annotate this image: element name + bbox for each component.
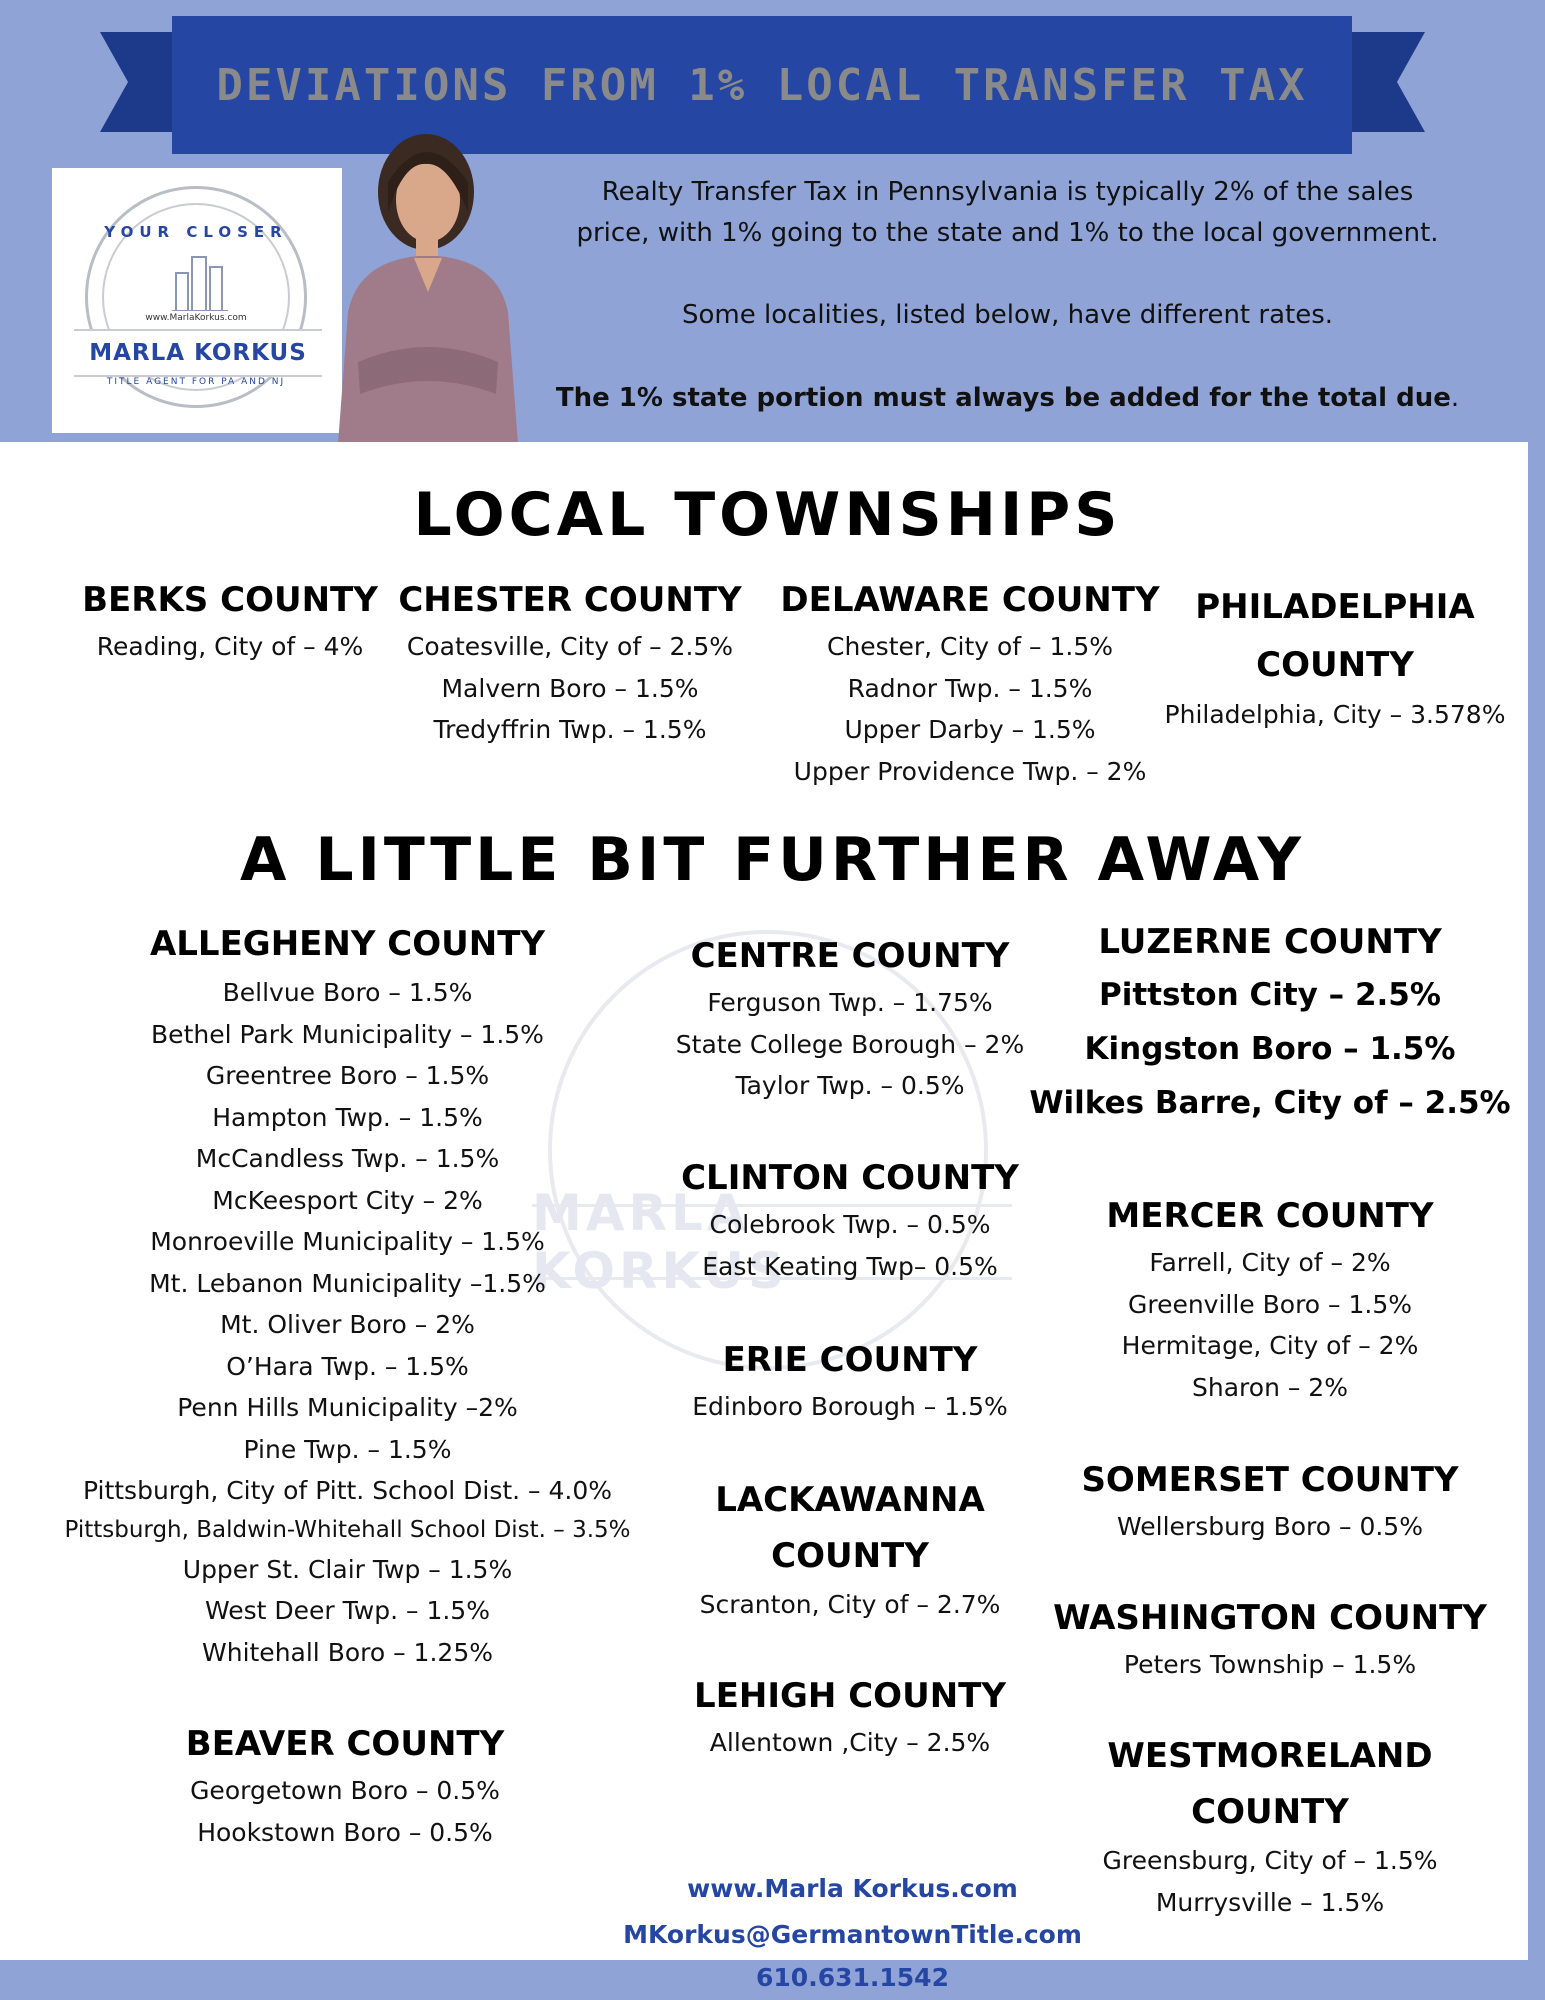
county-entry: Colebrook Twp. – 0.5% xyxy=(709,1210,991,1239)
county-luzerne xyxy=(1020,916,1520,1130)
county-entry: McCandless Twp. – 1.5% xyxy=(195,1144,500,1173)
county-name: CLINTON COUNTY xyxy=(681,1158,1019,1198)
county-name-line-1: LACKAWANNA xyxy=(715,1480,985,1520)
county-name-line-1: WESTMORELAND xyxy=(1107,1736,1433,1776)
county-entry: Radnor Twp. – 1.5% xyxy=(847,673,1093,703)
county-entry: Upper Providence Twp. – 2% xyxy=(793,756,1147,786)
county-allegheny xyxy=(40,918,655,1673)
county-clinton xyxy=(650,1152,1050,1287)
county-centre xyxy=(650,930,1050,1107)
buildings-icon xyxy=(172,251,228,311)
county-erie xyxy=(650,1334,1050,1428)
county-entry: Ferguson Twp. – 1.75% xyxy=(707,988,993,1017)
intro-text xyxy=(520,172,1495,419)
county-somerset xyxy=(1020,1454,1520,1548)
county-mercer xyxy=(1020,1190,1520,1408)
county-washington xyxy=(1020,1592,1520,1686)
county-entry: West Deer Twp. – 1.5% xyxy=(205,1596,490,1625)
county-entry: Tredyffrin Twp. – 1.5% xyxy=(433,715,707,744)
county-entry: Peters Township – 1.5% xyxy=(1123,1650,1417,1679)
county-name-line-2: COUNTY xyxy=(1191,1792,1349,1832)
county-entry: State College Borough – 2% xyxy=(675,1029,1025,1059)
county-entry: Whitehall Boro – 1.25% xyxy=(202,1637,493,1667)
logo-ring xyxy=(85,186,307,408)
county-entry: Reading, City of – 4% xyxy=(96,632,364,661)
county-entry: Farrell, City of – 2% xyxy=(1149,1248,1391,1277)
county-name: WASHINGTON COUNTY xyxy=(1053,1598,1487,1638)
county-entry: Wilkes Barre, City of – 2.5% xyxy=(1029,1085,1511,1121)
county-berks xyxy=(70,574,390,668)
county-name: SOMERSET COUNTY xyxy=(1081,1460,1459,1500)
county-entry: Bellvue Boro – 1.5% xyxy=(222,978,473,1007)
heading-further-away: A LITTLE BIT FURTHER AWAY xyxy=(240,825,1305,895)
county-name: DELAWARE COUNTY xyxy=(780,580,1160,620)
county-chester xyxy=(390,574,750,751)
logo-name: MARLA KORKUS xyxy=(74,329,322,377)
county-entry: Allentown ,City – 2.5% xyxy=(709,1728,991,1757)
county-name: MERCER COUNTY xyxy=(1106,1196,1434,1236)
county-lackawanna xyxy=(650,1472,1050,1626)
intro-note-text: The 1% state portion must always be added for the total due xyxy=(555,383,1451,413)
county-entry: Philadelphia, City – 3.578% xyxy=(1164,700,1506,729)
logo-badge xyxy=(52,168,342,433)
county-name: ALLEGHENY COUNTY xyxy=(149,924,546,964)
agent-portrait xyxy=(318,122,528,444)
county-entry: Upper Darby – 1.5% xyxy=(844,715,1096,744)
county-entry: Scranton, City of – 2.7% xyxy=(699,1590,1001,1619)
county-name: BERKS COUNTY xyxy=(82,580,378,620)
county-entry: Hookstown Boro – 0.5% xyxy=(197,1817,493,1847)
county-delaware xyxy=(770,574,1170,792)
county-name: LUZERNE COUNTY xyxy=(1098,922,1442,962)
county-entry: McKeesport City – 2% xyxy=(212,1185,483,1215)
logo-url: www.MarlaKorkus.com xyxy=(145,313,247,323)
county-entry: Chester, City of – 1.5% xyxy=(826,632,1113,661)
county-entry: Edinboro Borough – 1.5% xyxy=(692,1392,1008,1421)
county-entry: Murrysville – 1.5% xyxy=(1155,1887,1385,1917)
county-entry: Mt. Lebanon Municipality –1.5% xyxy=(149,1268,546,1298)
county-entry: Greentree Boro – 1.5% xyxy=(205,1061,490,1090)
county-beaver xyxy=(100,1718,590,1853)
county-entry: Sharon – 2% xyxy=(1192,1372,1348,1402)
county-entry: Pittston City – 2.5% xyxy=(1099,977,1441,1013)
county-entry: Kingston Boro – 1.5% xyxy=(1084,1031,1456,1067)
county-philadelphia xyxy=(1150,578,1520,736)
county-entry: Bethel Park Municipality – 1.5% xyxy=(151,1019,544,1049)
county-name-line-2: COUNTY xyxy=(771,1536,929,1576)
banner-ribbon-left xyxy=(100,32,180,132)
county-entry: Upper St. Clair Twp – 1.5% xyxy=(182,1554,513,1584)
county-name-line-1: PHILADELPHIA xyxy=(1195,587,1475,627)
intro-note-end: . xyxy=(1450,383,1460,413)
county-entry: Monroeville Municipality – 1.5% xyxy=(150,1227,545,1256)
county-entry: Pittsburgh, Baldwin-Whitehall School Dist. – 3.5% xyxy=(64,1516,631,1543)
county-entry: Coatesville, City of – 2.5% xyxy=(406,632,734,661)
county-entry: Pittsburgh, City of Pitt. School Dist. – 4.0% xyxy=(82,1476,613,1505)
heading-local-townships: LOCAL TOWNSHIPS xyxy=(413,480,1122,550)
footer-phone: 610.631.1542 xyxy=(756,1963,949,1992)
county-entry: Taylor Twp. – 0.5% xyxy=(735,1071,965,1100)
page-title: DEVIATIONS FROM 1% LOCAL TRANSFER TAX xyxy=(216,59,1308,111)
county-name: LEHIGH COUNTY xyxy=(694,1676,1006,1716)
footer-website[interactable]: www.Marla Korkus.com xyxy=(687,1874,1018,1903)
intro-line-2: price, with 1% going to the state and 1% to the local government. xyxy=(576,218,1439,248)
county-name: BEAVER COUNTY xyxy=(185,1724,505,1764)
logo-subtitle: TITLE AGENT FOR PA AND NJ xyxy=(106,377,286,387)
watermark-text: MARLA KORKUS xyxy=(532,1204,1012,1280)
county-entry: Hermitage, City of – 2% xyxy=(1121,1331,1419,1360)
county-entry: Greensburg, City of – 1.5% xyxy=(1102,1846,1438,1875)
logo-tagline: YOUR CLOSER xyxy=(104,223,288,241)
county-entry: Malvern Boro – 1.5% xyxy=(441,673,699,703)
footer-email[interactable]: MKorkus@GermantownTitle.com xyxy=(623,1920,1082,1949)
county-name: ERIE COUNTY xyxy=(722,1340,978,1380)
county-entry: Hampton Twp. – 1.5% xyxy=(212,1102,483,1132)
intro-line-3: Some localities, listed below, have different rates. xyxy=(681,300,1334,330)
banner-ribbon-right xyxy=(1345,32,1425,132)
county-entry: Greenville Boro – 1.5% xyxy=(1127,1289,1413,1319)
county-name: CHESTER COUNTY xyxy=(398,580,742,620)
county-entry: East Keating Twp– 0.5% xyxy=(702,1251,998,1281)
county-entry: Penn Hills Municipality –2% xyxy=(177,1393,518,1422)
county-entry: Pine Twp. – 1.5% xyxy=(243,1434,452,1464)
county-name-line-2: COUNTY xyxy=(1256,645,1414,685)
intro-line-1: Realty Transfer Tax in Pennsylvania is typically 2% of the sales xyxy=(601,177,1414,207)
county-name: CENTRE COUNTY xyxy=(690,936,1010,976)
county-lehigh xyxy=(650,1670,1050,1764)
county-entry: O’Hara Twp. – 1.5% xyxy=(226,1351,469,1381)
county-entry: Georgetown Boro – 0.5% xyxy=(190,1776,500,1805)
county-entry: Wellersburg Boro – 0.5% xyxy=(1117,1512,1423,1541)
county-entry: Mt. Oliver Boro – 2% xyxy=(220,1310,475,1339)
intro-note xyxy=(520,378,1495,419)
